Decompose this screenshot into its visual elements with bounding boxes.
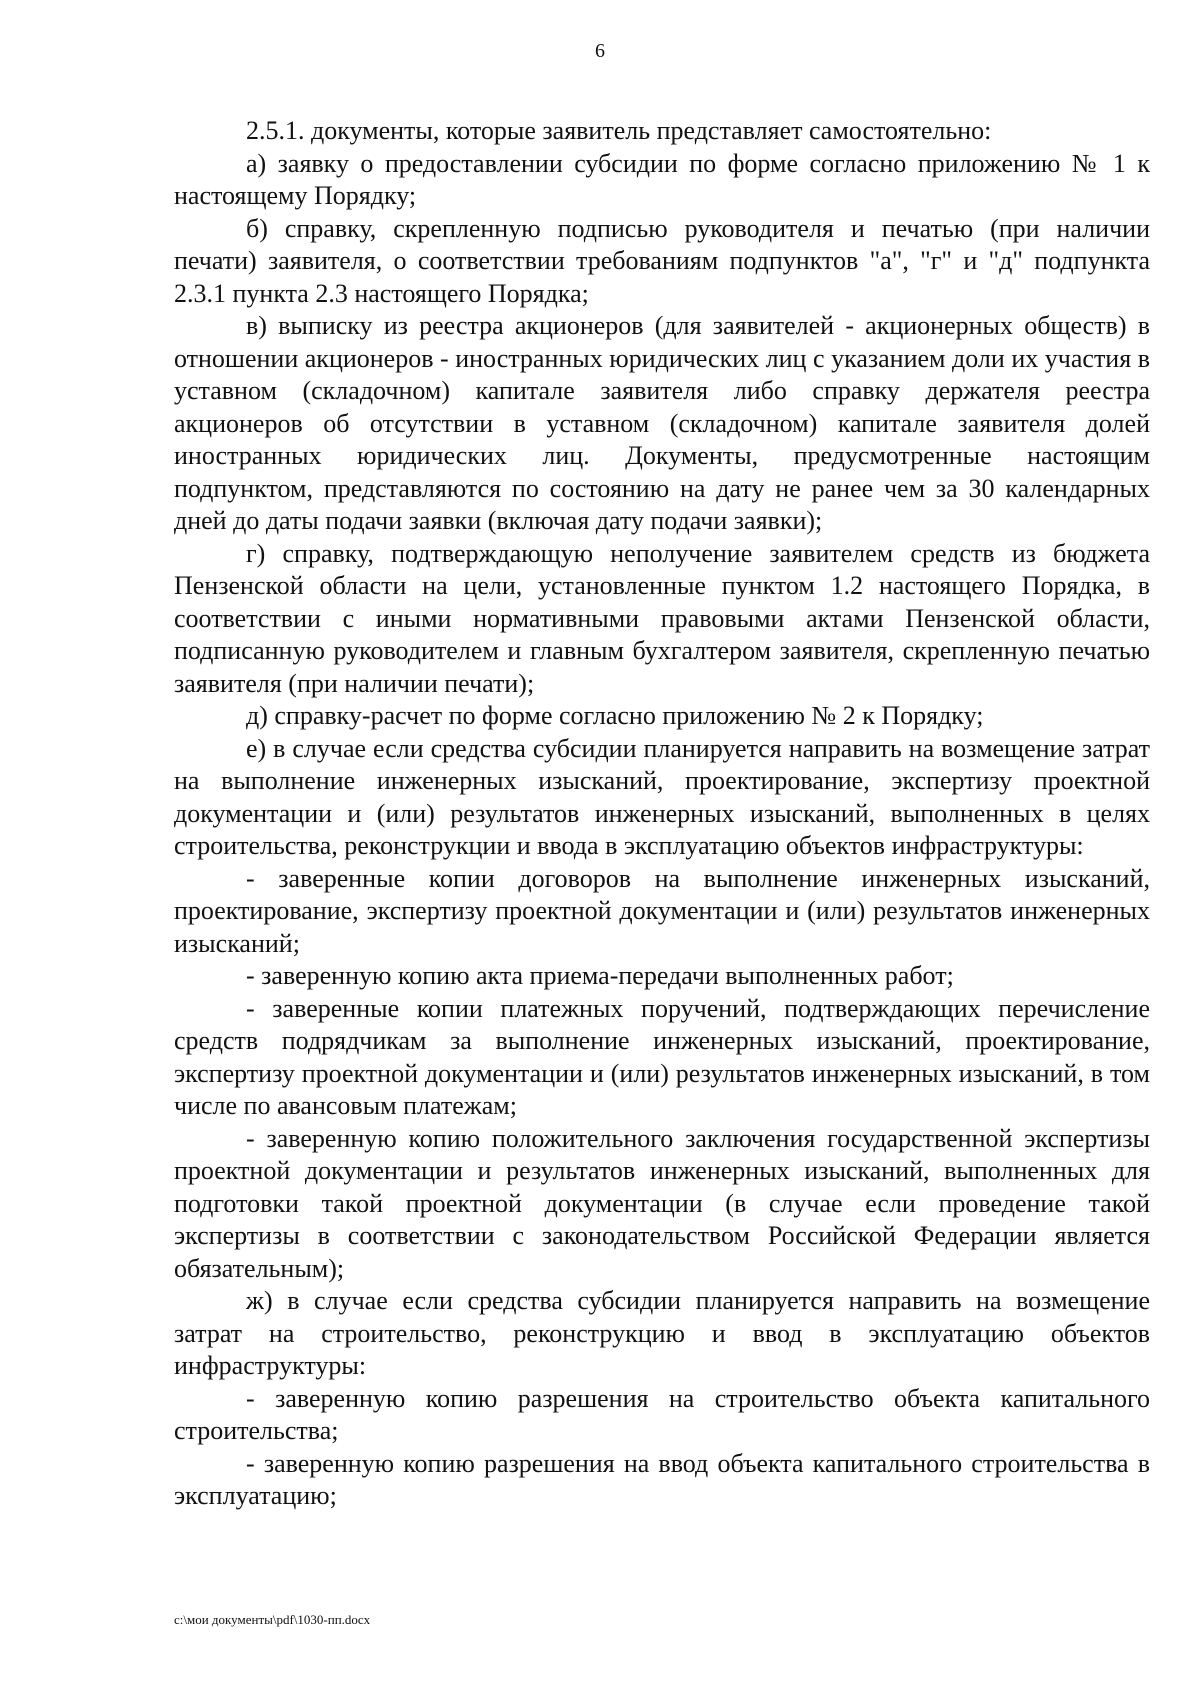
- paragraph-item-g: г) справку, подтверждающую неполучение заявителем средств из бюджета Пензенской области на цели, установленные пунктом 1.2 настоящего Порядка, в соответствии с иными нормативными правовыми актами Пензенской области, подписанную руководителем и главным бухгалтером заявителя, скрепленную печатью заявителя (при наличии печати);: [174, 538, 1150, 698]
- paragraph-dash-payments: - заверенные копии платежных поручений, подтверждающих перечисление средств подрядчикам за выполнение инженерных изысканий, проектирование, экспертизу проектной документации и (или) результатов инженерных изысканий, в том числе по авансовым платежам;: [174, 993, 1150, 1120]
- paragraph-2-5-1: 2.5.1. документы, которые заявитель представляет самостоятельно:: [246, 116, 992, 145]
- paragraph-item-d: д) справку-расчет по форме согласно приложению № 2 к Порядку;: [246, 701, 984, 730]
- page-number: 6: [595, 40, 605, 62]
- paragraph-dash-expertise: - заверенную копию положительного заключения государственной экспертизы проектной документации и результатов инженерных изысканий, выполненных для подготовки такой проектной документации (в случае если проведение такой экспертизы в соответствии с законодательством Российской Федерации является обязательным);: [174, 1123, 1150, 1283]
- paragraph-item-e: е) в случае если средства субсидии планируется направить на возмещение затрат на выполнение инженерных изысканий, проектирование, экспертизу проектной документации и (или) результатов инженерных изысканий, выполненных в целях строительства, реконструкции и ввода в эксплуатацию объектов инфраструктуры:: [174, 733, 1150, 860]
- paragraph-item-zh: ж) в случае если средства субсидии планируется направить на возмещение затрат на строительство, реконструкцию и ввод в эксплуатацию объектов инфраструктуры:: [174, 1286, 1150, 1380]
- paragraph-dash-act: - заверенную копию акта приема-передачи выполненных работ;: [246, 961, 954, 990]
- paragraph-dash-contracts: - заверенные копии договоров на выполнение инженерных изысканий, проектирование, экспертизу проектной документации и (или) результатов инженерных изысканий;: [174, 863, 1150, 958]
- paragraph-dash-commission-permit: - заверенную копию разрешения на ввод объекта капитального строительства в эксплуатацию;: [174, 1448, 1150, 1510]
- paragraph-dash-build-permit: - заверенную копию разрешения на строительство объекта капитального строительства;: [174, 1383, 1150, 1445]
- paragraph-item-v: в) выписку из реестра акционеров (для заявителей - акционерных обществ) в отношении акционеров - иностранных юридических лиц с указанием доли их участия в уставном (складочном) капитале заявителя либо справку держателя реестра акционеров об отсутствии в уставном (складочном) капитале заявителя долей иностранных юридических лиц. Документы, предусмотренные настоящим подпунктом, представляются по состоянию на дату не ранее чем за 30 календарных дней до даты подачи заявки (включая дату подачи заявки);: [174, 311, 1150, 535]
- paragraph-item-b: б) справку, скрепленную подписью руководителя и печатью (при наличии печати) заявителя, о соответствии требованиям подпунктов "а", "г" и "д" подпункта 2.3.1 пункта 2.3 настоящего Порядка;: [174, 213, 1150, 308]
- document-body: [174, 115, 1150, 1513]
- footer-file-path: c:\мои документы\pdf\1030-пп.docx: [174, 1612, 371, 1627]
- paragraph-item-a: а) заявку о предоставлении субсидии по форме согласно приложению № 1 к настоящему Порядку;: [174, 148, 1150, 210]
